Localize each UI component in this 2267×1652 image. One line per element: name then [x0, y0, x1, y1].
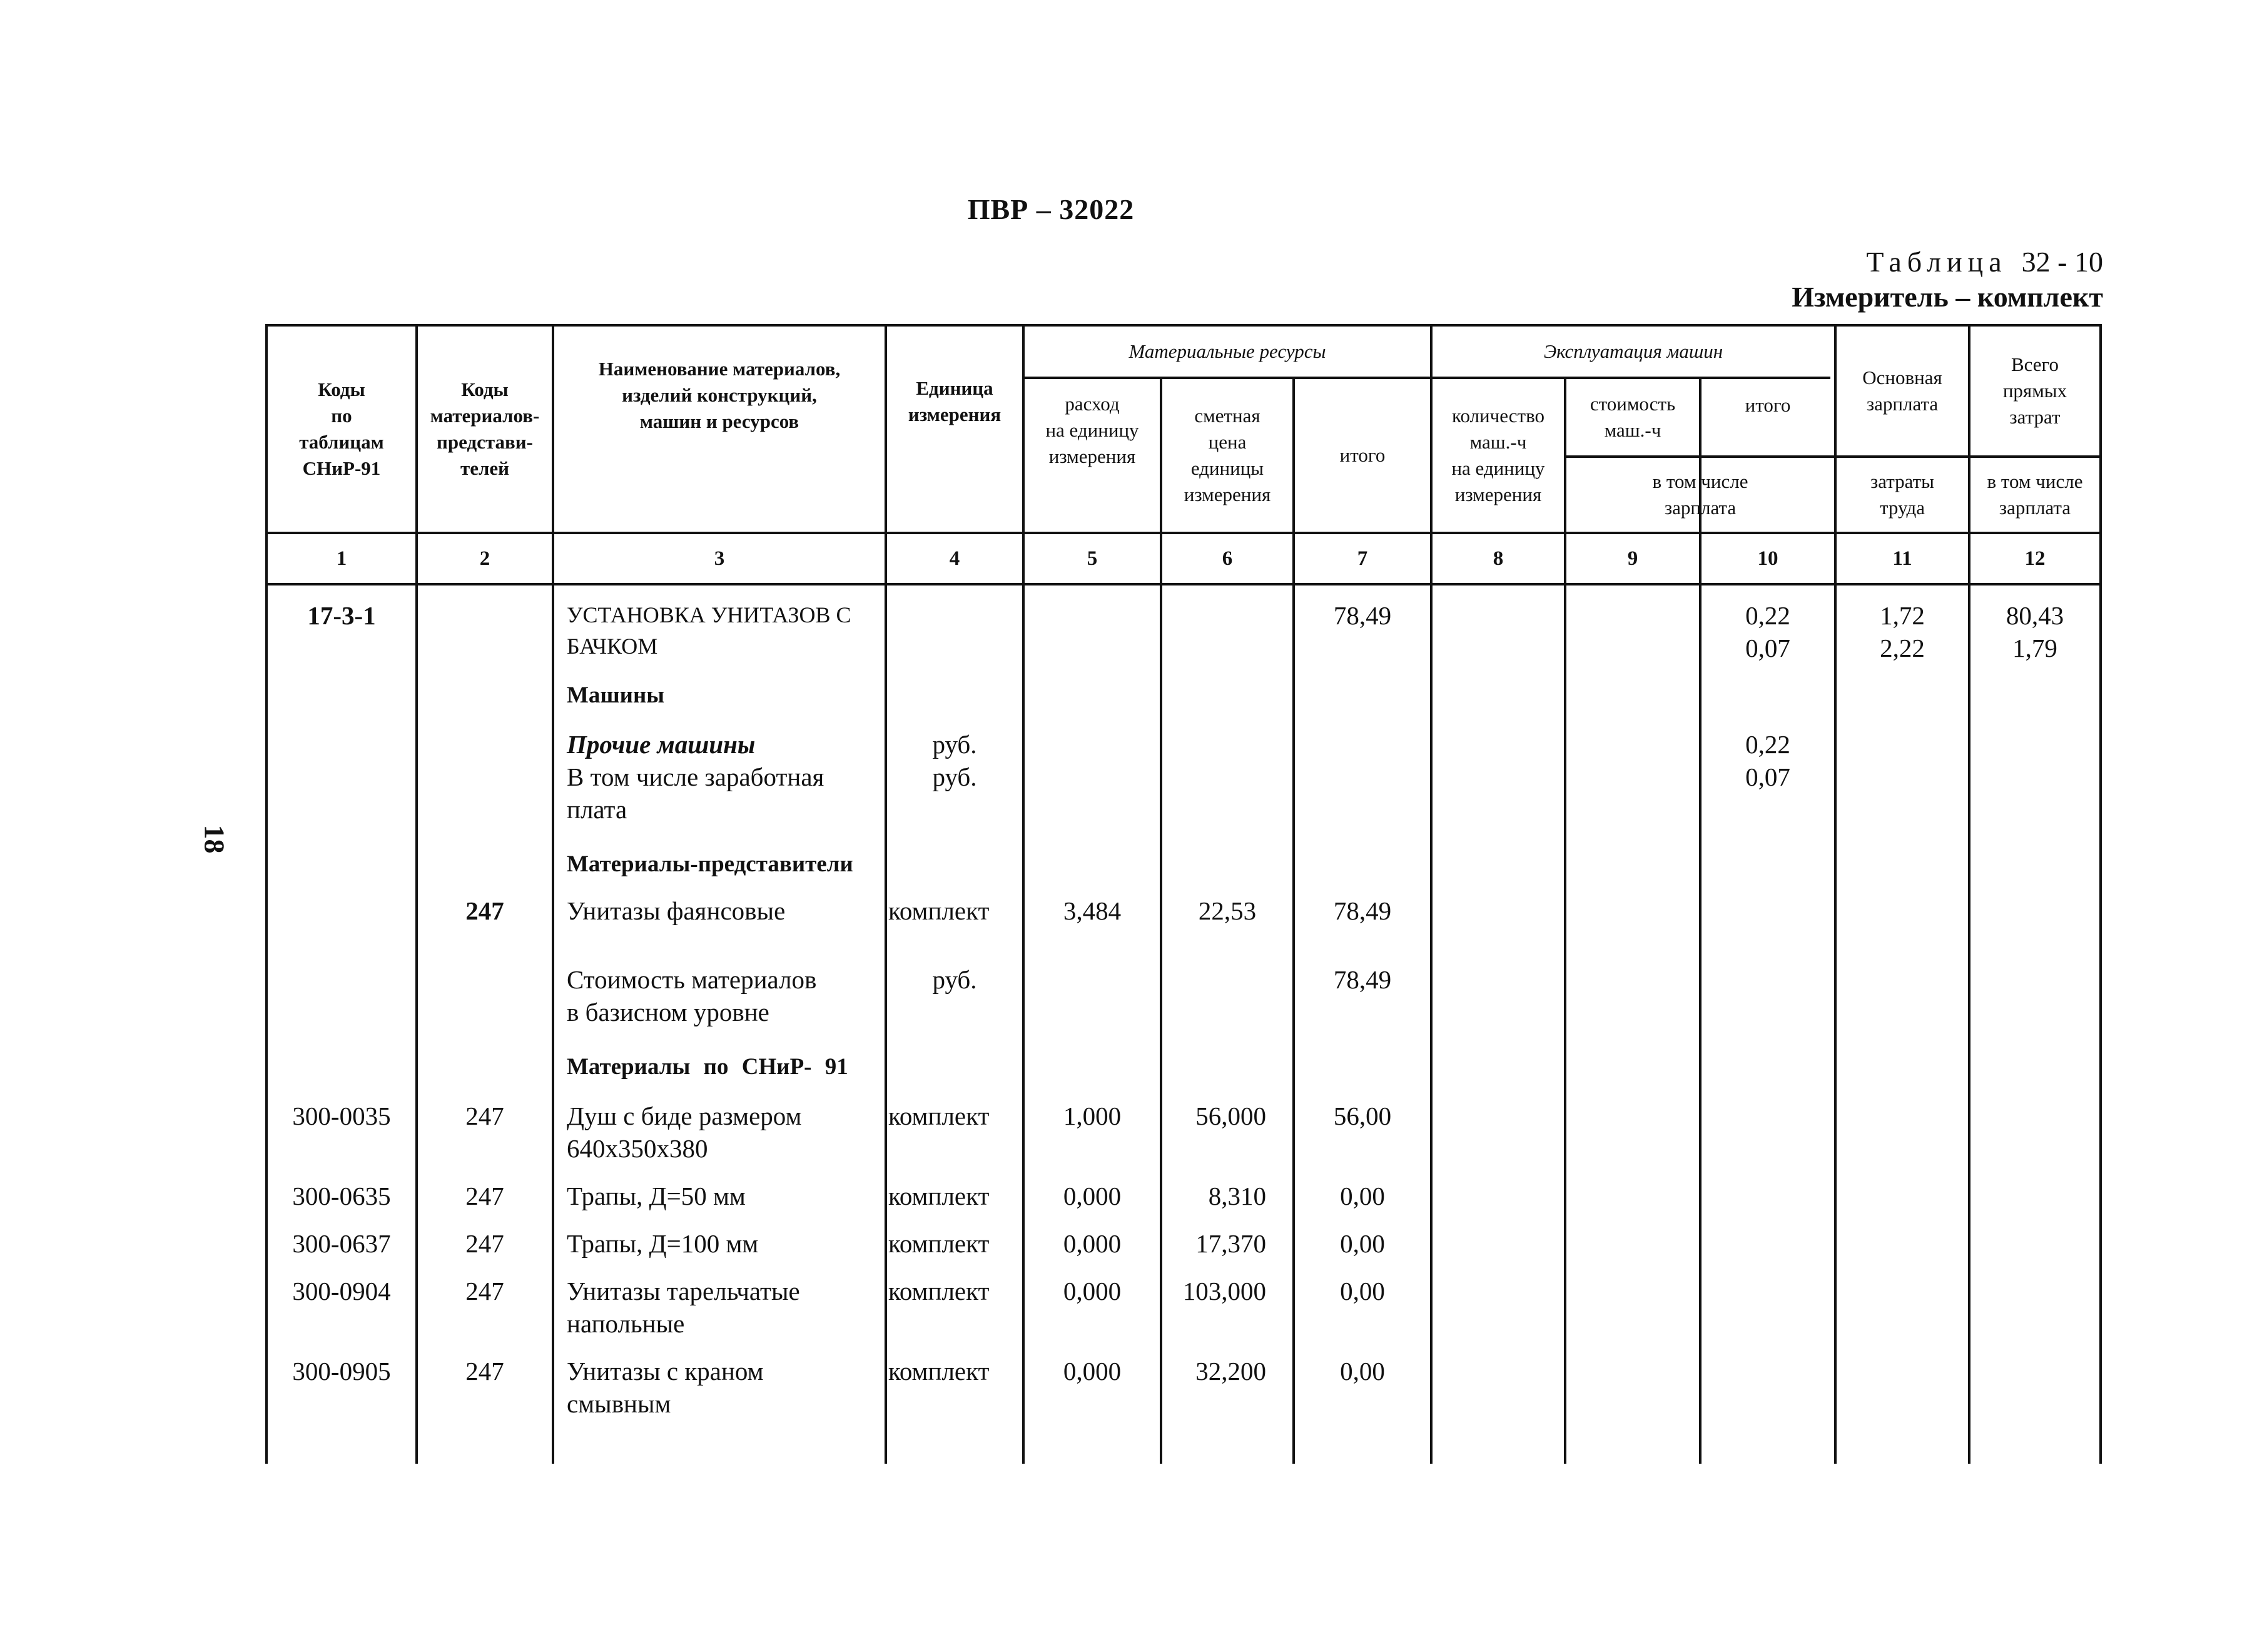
header-machine-total: итого — [1745, 394, 1791, 417]
consumption: 1,000 — [1063, 1102, 1122, 1130]
item-name: Прочие машины — [567, 730, 756, 759]
material-code: 247 — [465, 896, 504, 925]
snir-code: 300-0904 — [292, 1277, 391, 1305]
item-name: Душ с биде размером 640x350x380 — [567, 1102, 802, 1163]
material-code: 247 — [465, 1102, 504, 1130]
col-number: 7 — [1357, 547, 1368, 570]
material-code: 247 — [465, 1229, 504, 1258]
item-unit: комплект — [888, 1357, 990, 1386]
material-total: 0,00 — [1340, 1229, 1385, 1258]
item-unit: руб. — [932, 965, 977, 994]
unit-price: 8,310 — [1208, 1182, 1266, 1210]
material-total: 78,49 — [1333, 896, 1392, 925]
col-number: 1 — [336, 547, 347, 570]
consumption: 0,000 — [1063, 1229, 1122, 1258]
col-number: 11 — [1892, 547, 1912, 570]
material-total: 78,49 — [1333, 601, 1392, 630]
work-name: УСТАНОВКА УНИТАЗОВ С БАЧКОМ — [567, 602, 851, 659]
item-name: В том числе заработная плата — [567, 763, 824, 824]
unit-of-measure: Измеритель – комплект — [1792, 281, 2103, 313]
material-code: 247 — [465, 1182, 504, 1210]
header-machine-operation: Эксплуатация машин — [1543, 340, 1723, 363]
machine-total: 0,07 — [1745, 763, 1790, 791]
header-machine-hours: количество маш.-ч на единицу измерения — [1451, 405, 1545, 505]
header-total-including-wages: в том числе зарплата — [1987, 470, 2083, 519]
item-name: Трапы, Д=100 мм — [567, 1229, 759, 1258]
material-code: 247 — [465, 1277, 504, 1305]
item-unit: комплект — [888, 1182, 990, 1210]
snir-code: 300-0637 — [292, 1229, 391, 1258]
consumption: 0,000 — [1063, 1182, 1122, 1210]
col-number: 5 — [1087, 547, 1098, 570]
vrule-13 — [2099, 324, 2102, 1464]
item-unit: комплект — [888, 1277, 990, 1305]
material-total: 0,00 — [1340, 1277, 1385, 1305]
consumption: 0,000 — [1063, 1357, 1122, 1386]
item-unit: комплект — [888, 896, 990, 925]
page-number: 18 — [198, 824, 231, 854]
total-direct-value: 80,43 1,79 — [2006, 601, 2064, 662]
material-total: 78,49 — [1333, 965, 1392, 994]
item-name: Трапы, Д=50 мм — [567, 1182, 746, 1210]
material-total: 56,00 — [1333, 1102, 1392, 1130]
col-number: 3 — [714, 547, 725, 570]
vrule-3 — [552, 324, 554, 1464]
header-including-wages: в том числе зарплата — [1652, 470, 1748, 519]
unit-price: 103,000 — [1182, 1277, 1266, 1305]
table-word: Таблица — [1866, 246, 2007, 278]
item-name: Унитазы тарельчатые напольные — [567, 1277, 800, 1338]
header-base-wages: Основная зарплата — [1862, 367, 1942, 415]
rule-numbers-bottom — [265, 583, 2102, 585]
table-number — [1866, 245, 2103, 278]
item-unit: комплект — [888, 1102, 990, 1130]
header-consumption: расход на единицу измерения — [1045, 393, 1139, 467]
unit-price: 56,000 — [1195, 1102, 1266, 1130]
consumption: 0,000 — [1063, 1277, 1122, 1305]
header-total-direct-costs: Всего прямых затрат — [2002, 353, 2067, 428]
unit-price: 17,370 — [1195, 1229, 1266, 1258]
header-labor-cost: затраты труда — [1870, 470, 1934, 519]
machine-total: 0,22 0,07 — [1745, 601, 1790, 662]
snir-code: 17-3-1 — [307, 601, 376, 630]
section-title-snir-materials: Материалы по СНиР- 91 — [567, 1054, 848, 1080]
material-total: 0,00 — [1340, 1182, 1385, 1210]
col-number: 8 — [1493, 547, 1504, 570]
table-number-value: 32 - 10 — [2021, 246, 2103, 278]
material-total: 0,00 — [1340, 1357, 1385, 1386]
header-snir-codes: Коды по таблицам СНиР-91 — [299, 378, 384, 479]
header-unit: Единица измерения — [908, 377, 1002, 425]
unit-price: 32,200 — [1195, 1357, 1266, 1386]
col-number: 10 — [1757, 547, 1778, 570]
snir-code: 300-0635 — [292, 1182, 391, 1210]
item-unit: комплект — [888, 1229, 990, 1258]
header-price: сметная цена единицы измерения — [1184, 405, 1271, 505]
col-number: 2 — [479, 547, 490, 570]
snir-code: 300-0905 — [292, 1357, 391, 1386]
col-number: 9 — [1627, 547, 1638, 570]
item-unit: руб. — [932, 763, 977, 791]
material-code: 247 — [465, 1357, 504, 1386]
consumption: 3,484 — [1063, 896, 1122, 925]
section-title-representatives: Материалы-представители — [567, 851, 853, 877]
item-name: Унитазы фаянсовые — [567, 896, 786, 925]
col-number: 4 — [949, 547, 960, 570]
section-title-machines: Машины — [567, 682, 665, 708]
header-material-codes: Коды материалов- представи- телей — [430, 378, 540, 479]
header-name: Наименование материалов, изделий конструкций, машин и ресурсов — [598, 358, 841, 432]
col-number: 12 — [2024, 547, 2046, 570]
item-unit: руб. — [932, 730, 977, 759]
base-wages-value: 1,72 2,22 — [1880, 601, 1925, 662]
item-name: Стоимость материалов в базисном уровне — [567, 965, 817, 1026]
item-name: Унитазы с краном смывным — [567, 1357, 764, 1418]
header-machine-hour-cost: стоимость маш.-ч — [1590, 393, 1676, 441]
col-number: 6 — [1222, 547, 1233, 570]
document-code: ПВР – 32022 — [967, 193, 1135, 225]
header-material-resources: Материальные ресурсы — [1128, 340, 1326, 363]
snir-code: 300-0035 — [292, 1102, 391, 1130]
unit-price: 22,53 — [1198, 896, 1257, 925]
header-material-total: итого — [1339, 444, 1386, 467]
machine-total: 0,22 — [1745, 730, 1790, 759]
